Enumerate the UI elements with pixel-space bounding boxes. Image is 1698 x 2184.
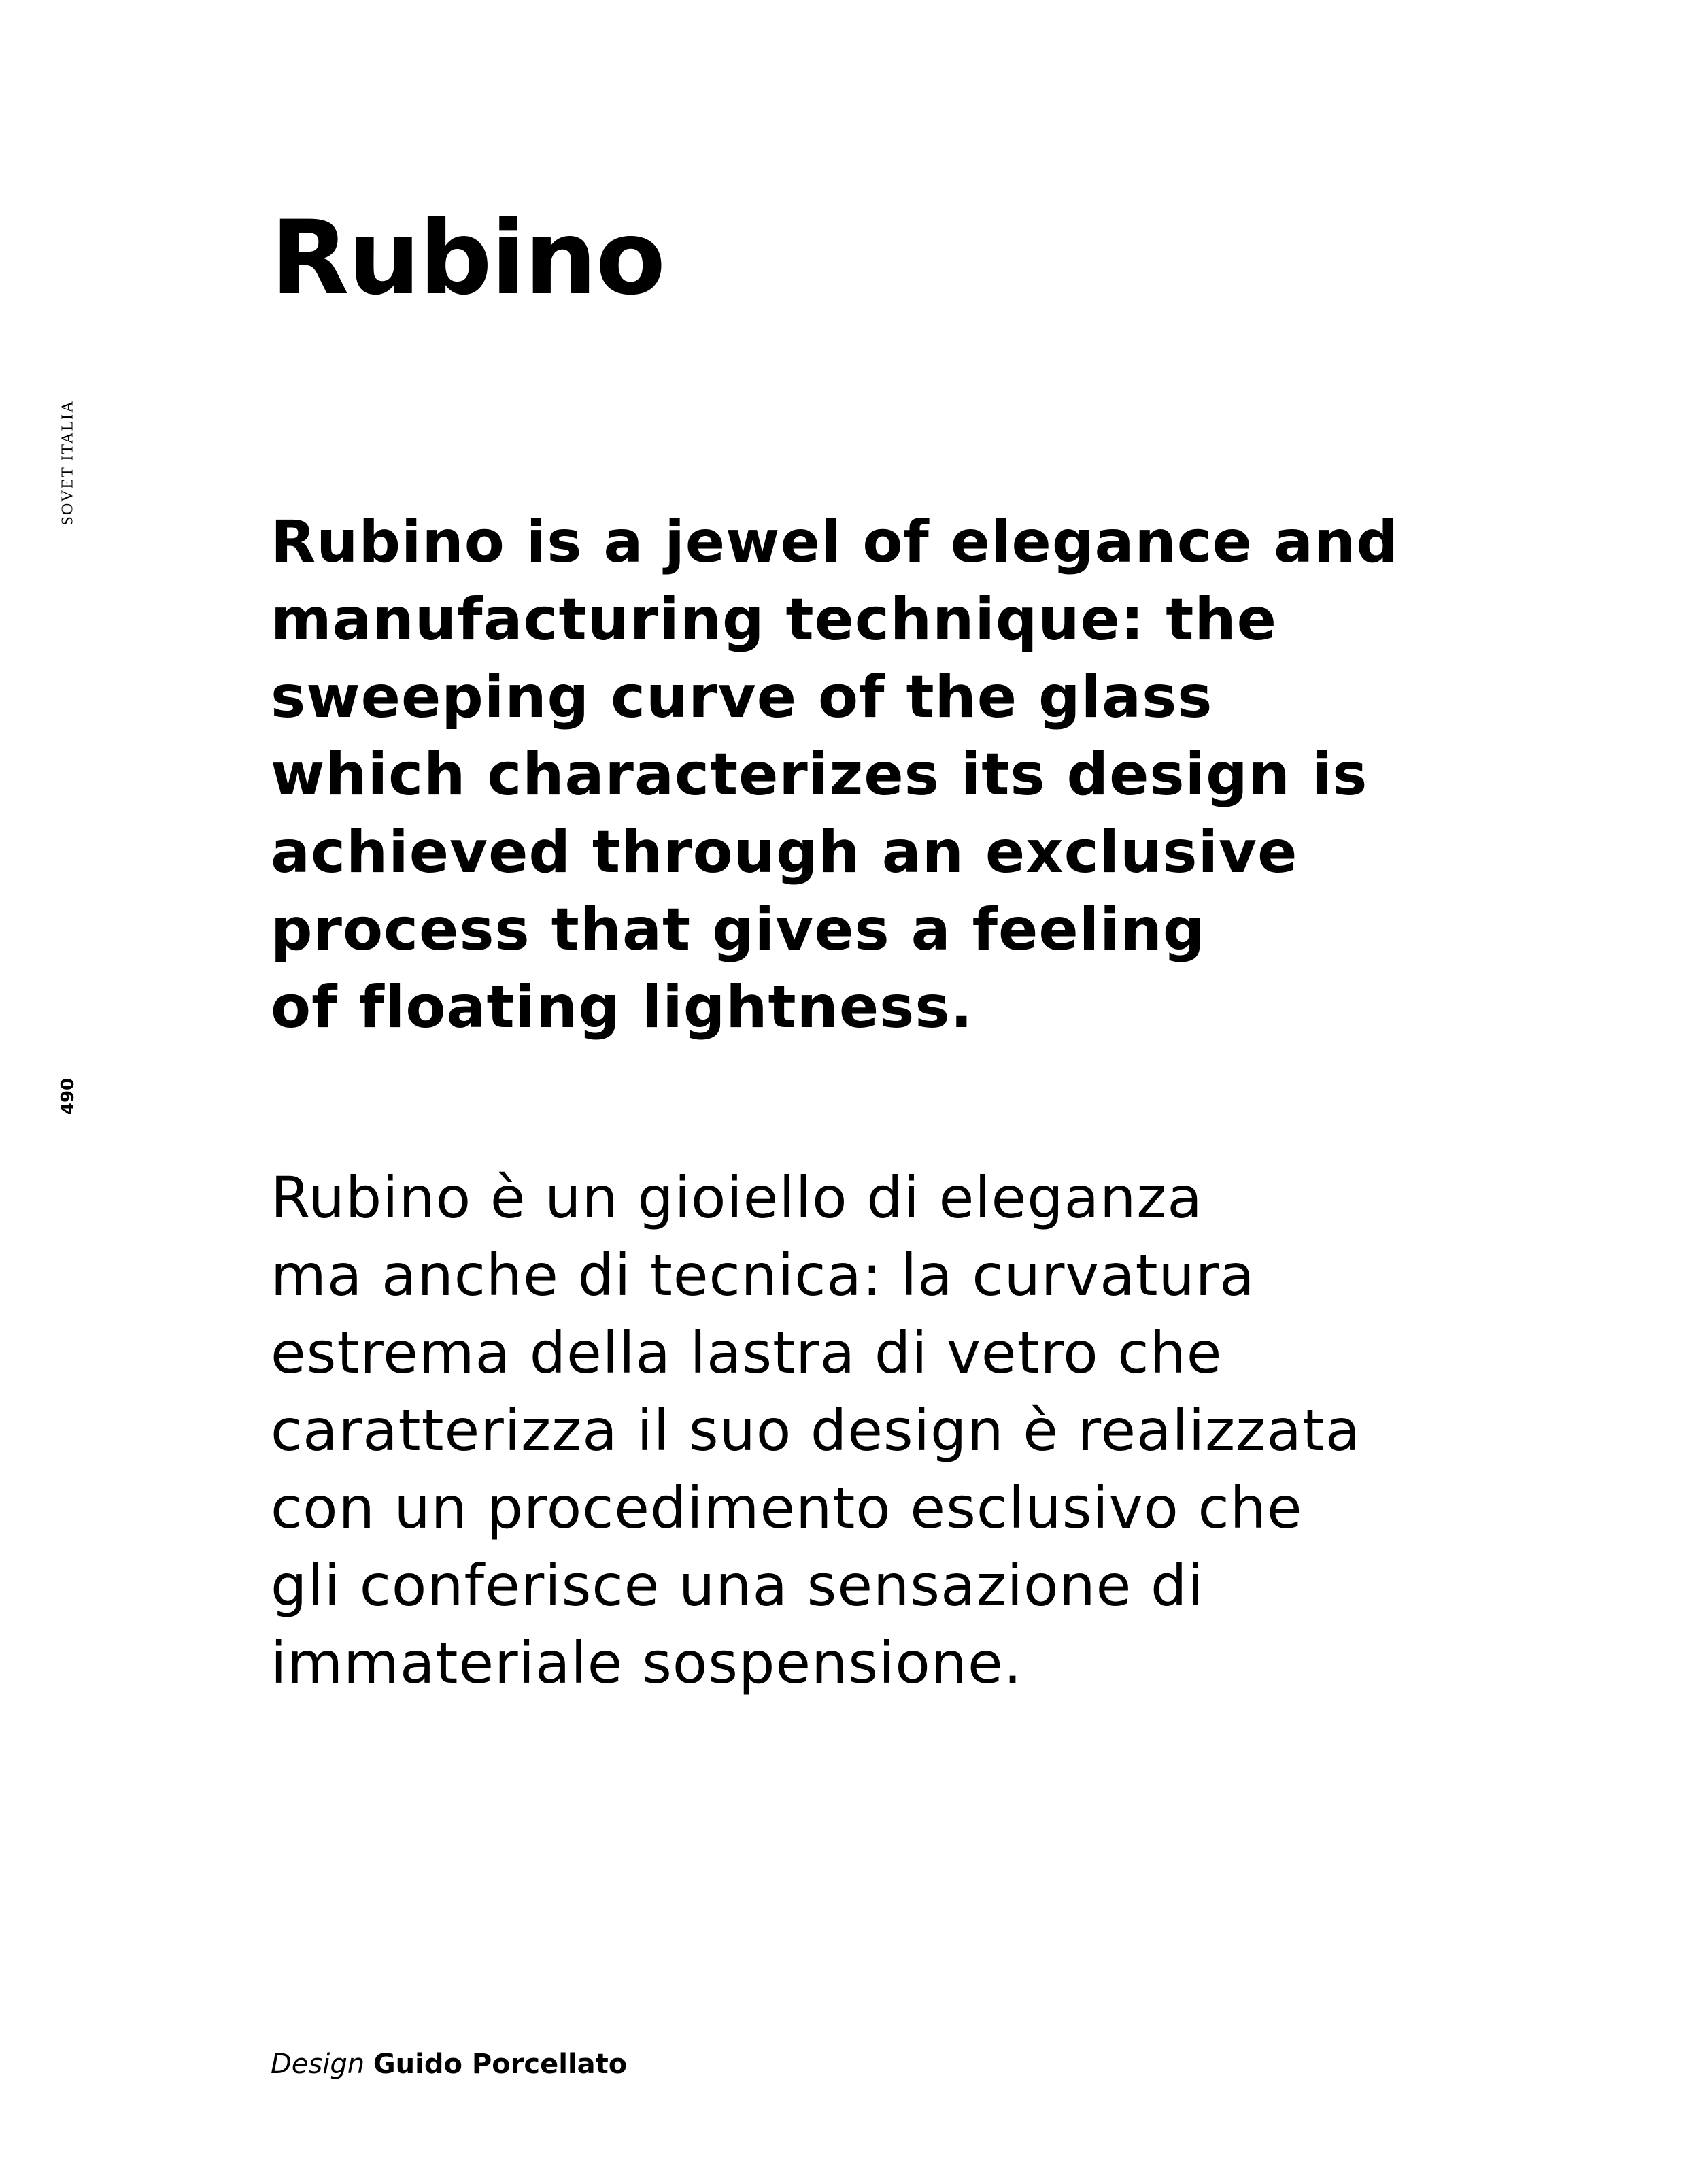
- description-italian-line: con un procedimento esclusivo che: [271, 1475, 1303, 1541]
- description-english-line: of floating lightness.: [271, 973, 974, 1041]
- description-italian-line: ma anche di tecnica: la curvatura: [271, 1242, 1255, 1309]
- product-title: Rubino: [271, 199, 664, 318]
- description-english-line: Rubino is a jewel of elegance and: [271, 508, 1399, 576]
- designer-name: Guido Porcellato: [373, 2049, 628, 2080]
- description-english-line: achieved through an exclusive: [271, 818, 1298, 886]
- page-number: 490: [58, 1077, 78, 1115]
- description-italian: [271, 1159, 1495, 1702]
- description-italian-line: caratterizza il suo design è realizzata: [271, 1397, 1361, 1464]
- description-italian-line: estrema della lastra di vetro che: [271, 1320, 1223, 1386]
- description-italian-line: Rubino è un gioiello di eleganza: [271, 1164, 1203, 1231]
- brand-name-vertical: SOVET ITALIA: [58, 399, 77, 526]
- description-english-line: sweeping curve of the glass: [271, 663, 1213, 731]
- description-italian-line: immateriale sospensione.: [271, 1630, 1023, 1696]
- description-italian-line: gli conferisce una sensazione di: [271, 1552, 1204, 1619]
- description-english-line: which characterizes its design is: [271, 741, 1368, 809]
- description-english: [271, 503, 1495, 1046]
- design-credit-label: Design: [271, 2049, 365, 2080]
- description-english-line: manufacturing technique: the: [271, 586, 1277, 654]
- description-english-line: process that gives a feeling: [271, 896, 1206, 964]
- design-credit: [271, 2049, 627, 2080]
